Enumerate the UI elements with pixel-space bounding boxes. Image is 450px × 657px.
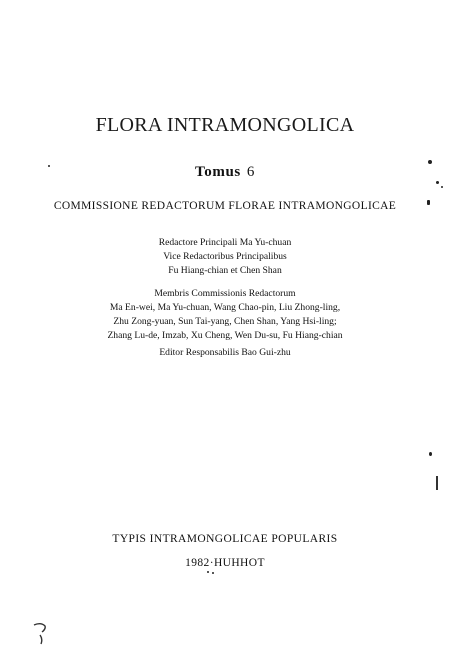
responsible-editor: Editor Responsabilis Bao Gui-zhu (159, 347, 291, 358)
members-line: Zhu Zong-yuan, Sun Tai-yang, Chen Shan, Yang Hsi-ling; (113, 316, 337, 327)
scan-speck (436, 181, 439, 184)
scan-edge-mark (436, 476, 438, 490)
volume-line (0, 164, 450, 181)
scan-speck (207, 571, 209, 573)
publication-imprint: 1982·HUHHOT (185, 557, 265, 569)
principal-editor: Redactore Principali Ma Yu-chuan (158, 237, 292, 248)
scan-speck (428, 160, 432, 164)
scan-speck (427, 200, 430, 205)
scan-speck (212, 572, 214, 574)
members-line: Zhang Lu-de, Imzab, Xu Cheng, Wen Du-su, Fu Hiang-chian (107, 330, 343, 341)
scan-speck (441, 186, 443, 188)
scan-speck (429, 452, 432, 456)
members-line: Ma En-wei, Ma Yu-chuan, Wang Chao-pin, Liu Zhong-ling, (109, 302, 341, 313)
scan-speck (48, 165, 50, 167)
volume-label: Tomus (195, 164, 241, 180)
corner-mark-icon (30, 620, 52, 646)
commission-heading: COMMISSIONE REDACTORUM FLORAE INTRAMONGOLICAE (53, 200, 397, 212)
book-title: FLORA INTRAMONGOLICA (95, 114, 355, 136)
members-heading: Membris Commissionis Redactorum (154, 288, 296, 299)
volume-number: 6 (246, 164, 255, 180)
publisher-name: TYPIS INTRAMONGOLICAE POPULARIS (112, 533, 338, 545)
vice-editors-names: Fu Hiang-chian et Chen Shan (168, 265, 282, 276)
vice-editors-heading: Vice Redactoribus Principalibus (163, 251, 287, 262)
